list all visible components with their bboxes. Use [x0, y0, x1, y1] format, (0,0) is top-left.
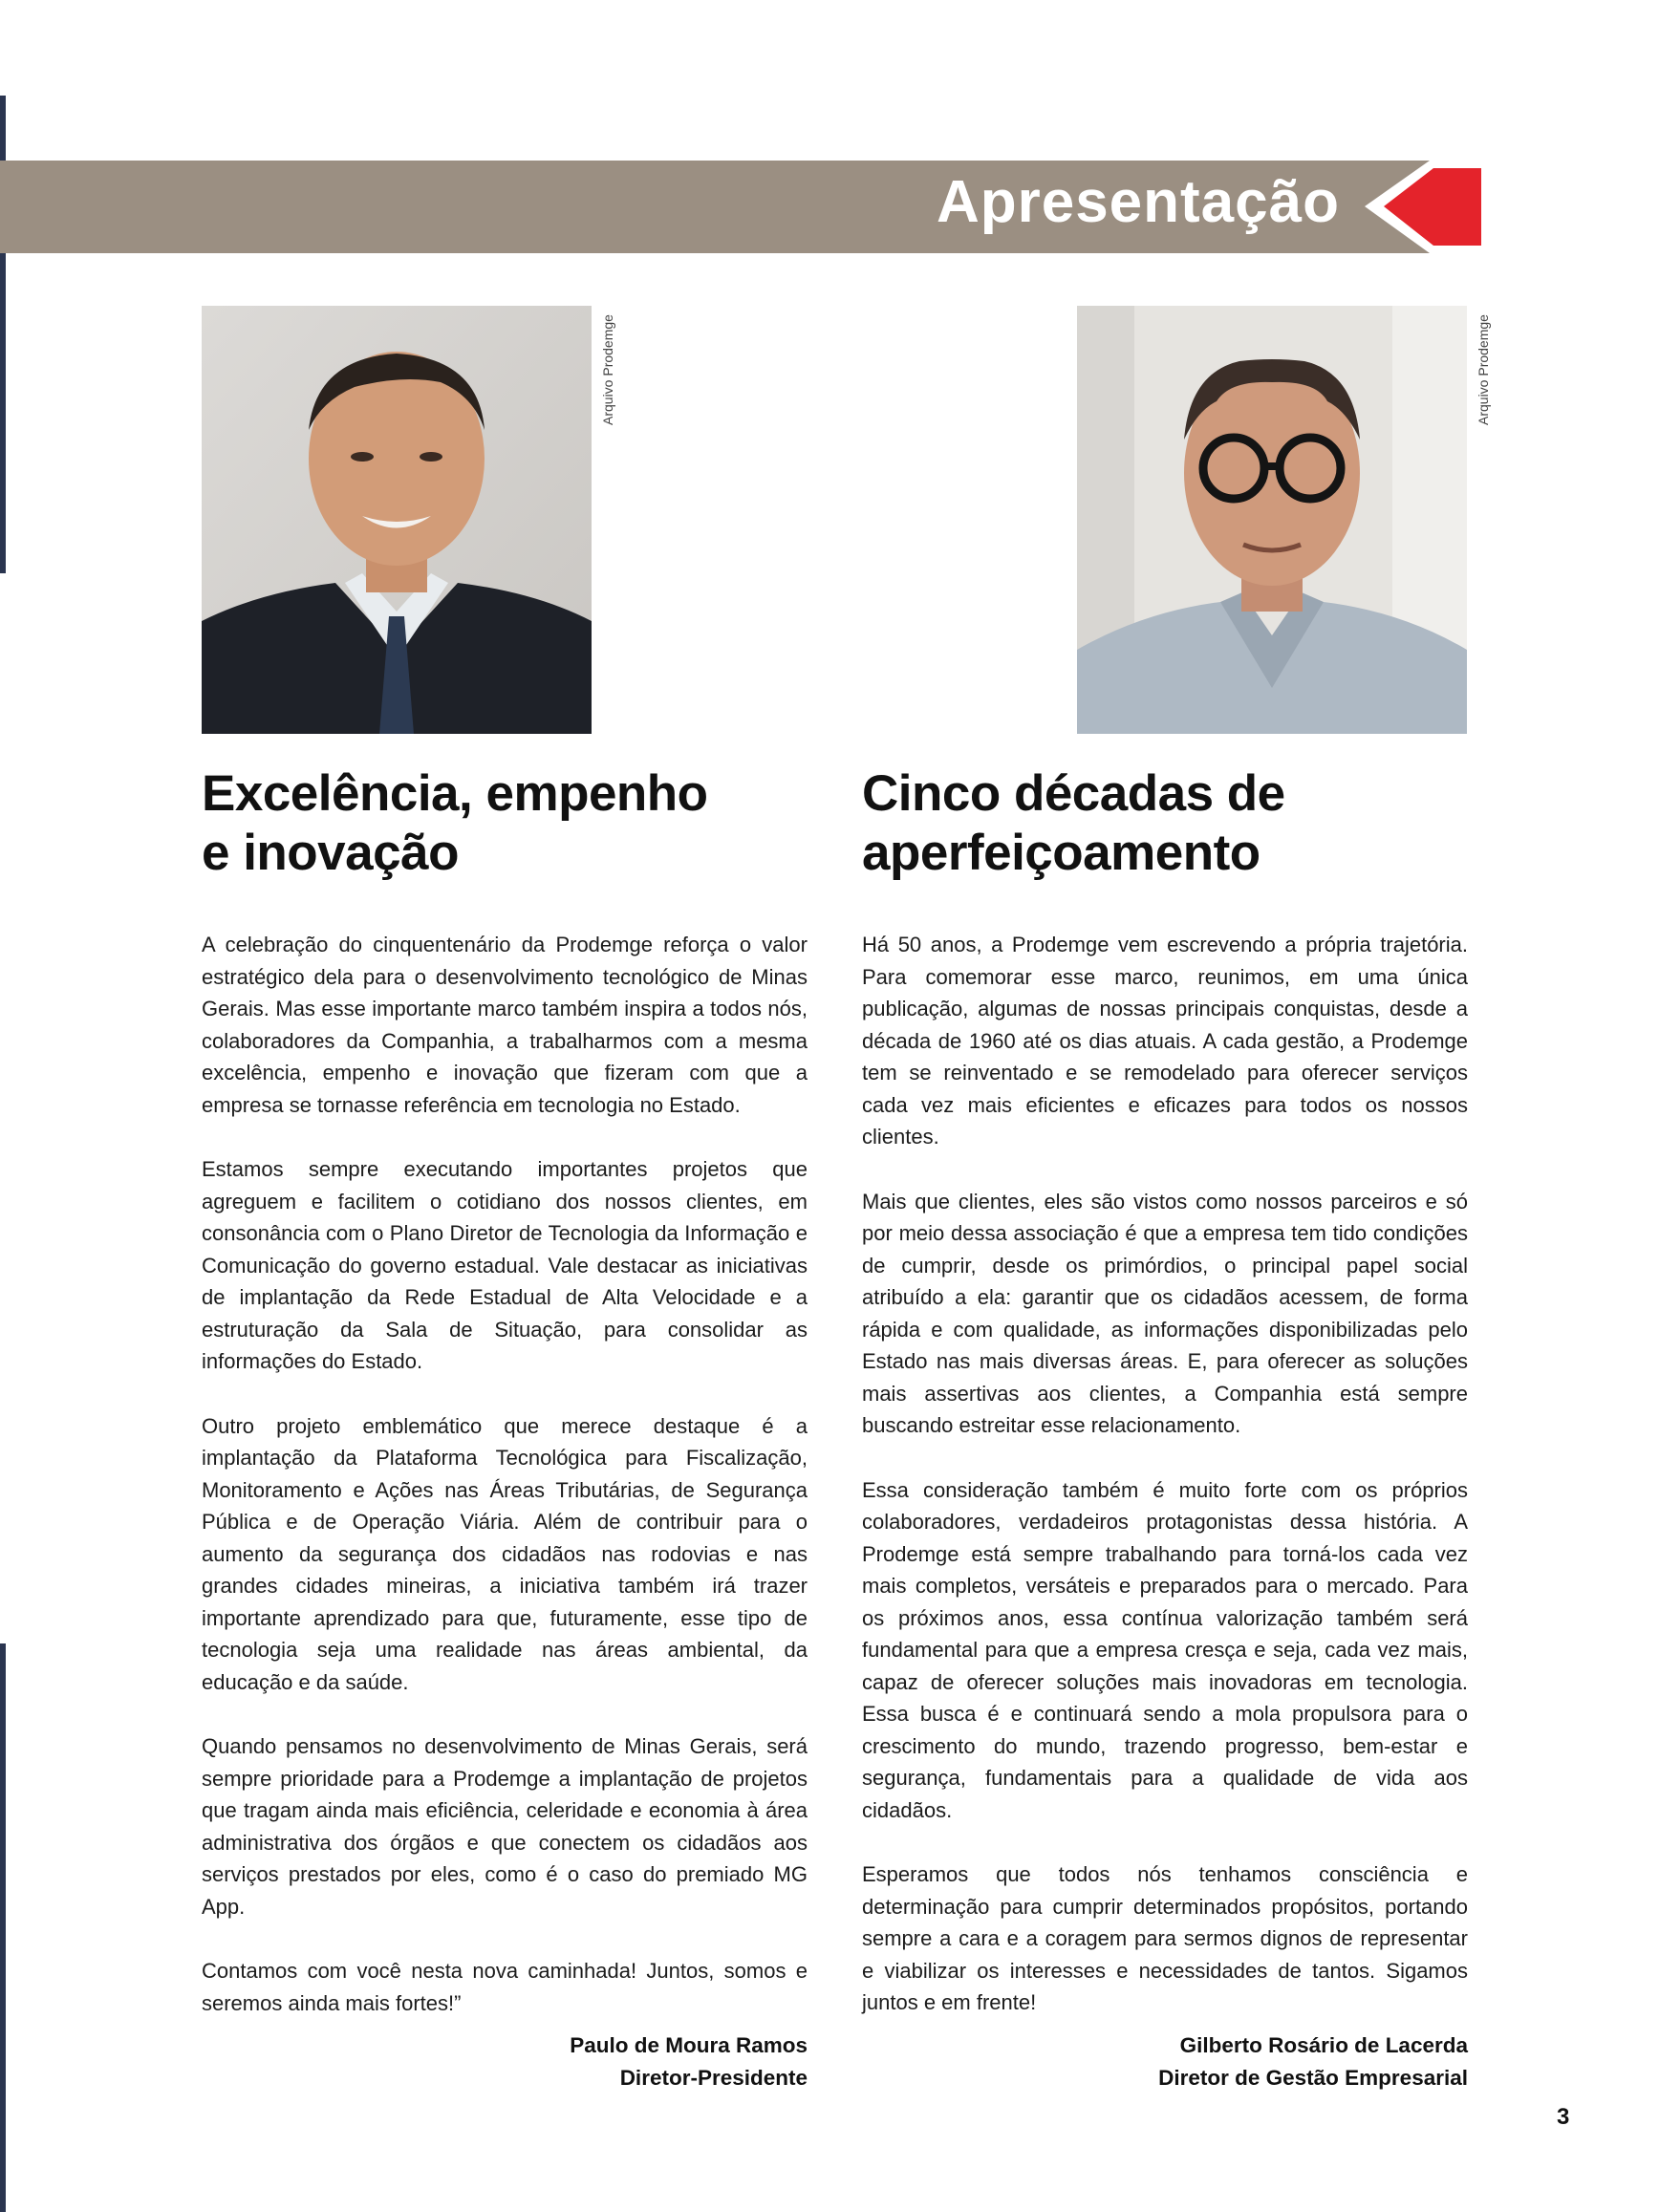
article-right-title-line2: aperfeiçoamento: [862, 825, 1260, 881]
section-title: Apresentação: [936, 169, 1340, 235]
paragraph: Mais que clientes, eles são vistos como nossos parceiros e só por meio dessa associação é que a empresa tem tido condições de cumprir, desde os primórdios, o principal papel social atribuído a ela: garantir que os cidadãos acessem, de forma rápida e com qualidade, as informações disponibilizadas pelo Estado nas mais diversas áreas. E, para oferecer as soluções mais assertivas aos clientes, a Companhia está sempre buscando estreitar esse relacionamento.: [862, 1189, 1468, 1437]
article-left-title-line2: e inovação: [202, 825, 459, 881]
paragraph: Contamos com você nesta nova caminhada! Juntos, somos e seremos ainda mais fortes!”: [202, 1959, 808, 2015]
signature-left-name: Paulo de Moura Ramos: [570, 2033, 808, 2057]
signature-left-role: Diretor-Presidente: [619, 2066, 808, 2090]
article-left: [202, 764, 808, 2051]
paragraph: Outro projeto emblemático que merece destaque é a implantação da Plataforma Tecnológica para Fiscalização, Monitoramento e Ações nas Áreas Tributárias, de Segurança Pública e de Operação Viária. Além de contribuir para o aumento da segurança dos cidadãos nas rodovias e nas grandes cidades mineiras, a iniciativa também irá trazer importante aprendizado para que, futuramente, esse tipo de tecnologia seja uma realidade nas áreas ambiental, da educação e da saúde.: [202, 1413, 808, 1694]
paragraph: Há 50 anos, a Prodemge vem escrevendo a própria trajetória. Para comemorar esse marco, reunimos, em uma única publicação, algumas de nossas principais conquistas, desde a década de 1960 até os dias atuais. A cada gestão, a Prodemge tem se reinventado e se remodelado para oferecer serviços cada vez mais eficientes e eficazes para todos os nossos clientes.: [862, 933, 1468, 1149]
signature-right: [862, 2029, 1468, 2094]
paragraph: Esperamos que todos nós tenhamos consciência e determinação para cumprir determinados propósitos, portando sempre a cara e a coragem para sermos dignos de representar e viabilizar os interesses e necessidades de tantos. Sigamos juntos e em frente!: [862, 1862, 1468, 2014]
signature-right-role: Diretor de Gestão Empresarial: [1158, 2066, 1468, 2090]
portrait-photo-left: [202, 306, 592, 734]
paragraph: Essa consideração também é muito forte com os próprios colaboradores, verdadeiros protagonistas dessa história. A Prodemge está sempre trabalhando para torná-los cada vez mais completos, versáteis e preparados para o mercado. Para os próximos anos, essa contínua valorização também será fundamental para que a empresa cresça e seja, cada vez mais, capaz de oferecer soluções mais inovadoras em tecnologia. Essa busca é e continuará sendo a mola propulsora para o crescimento do mundo, trazendo progresso, bem-estar e segurança, fundamentais para a qualidade de vida aos cidadãos.: [862, 1477, 1468, 1822]
article-left-title-line1: Excelência, empenho: [202, 765, 708, 822]
photo-credit-left: Arquivo Prodemge: [600, 314, 615, 425]
article-right-title-line1: Cinco décadas de: [862, 765, 1285, 822]
signature-left: [202, 2029, 808, 2094]
section-banner: [0, 161, 1481, 253]
photo-credit-right: Arquivo Prodemge: [1476, 314, 1491, 425]
page-number: 3: [1557, 2104, 1570, 2130]
article-left-title: [202, 764, 808, 883]
portrait-photo-right: [1077, 306, 1467, 734]
paragraph: Quando pensamos no desenvolvimento de Minas Gerais, será sempre prioridade para a Prodemge a implantação de projetos que tragam ainda mais eficiência, celeridade e economia à área administrativa dos órgãos e que conectem os cidadãos aos serviços prestados por eles, como é o caso do premiado MG App.: [202, 1734, 808, 1919]
paragraph: A celebração do cinquentenário da Prodemge reforça o valor estratégico dela para o desenvolvimento tecnológico de Minas Gerais. Mas esse importante marco também inspira a todos nós, colaboradores da Companhia, a trabalharmos com a mesma excelência, empenho e inovação que fizeram com que a empresa se tornasse referência em tecnologia no Estado.: [202, 933, 808, 1117]
page-edge-mark-bottom: [0, 1643, 6, 2212]
article-right: [862, 764, 1468, 2051]
paragraph: Estamos sempre executando importantes projetos que agreguem e facilitem o cotidiano dos nossos clientes, em consonância com o Plano Diretor de Tecnologia da Informação e Comunicação do governo estadual. Vale destacar as iniciativas de implantação da Rede Estadual de Alta Velocidade e a estruturação da Sala de Situação, para consolidar as informações do Estado.: [202, 1157, 808, 1373]
banner-arrow-icon: [1355, 161, 1481, 253]
signature-right-name: Gilberto Rosário de Lacerda: [1179, 2033, 1468, 2057]
article-right-title: [862, 764, 1468, 883]
